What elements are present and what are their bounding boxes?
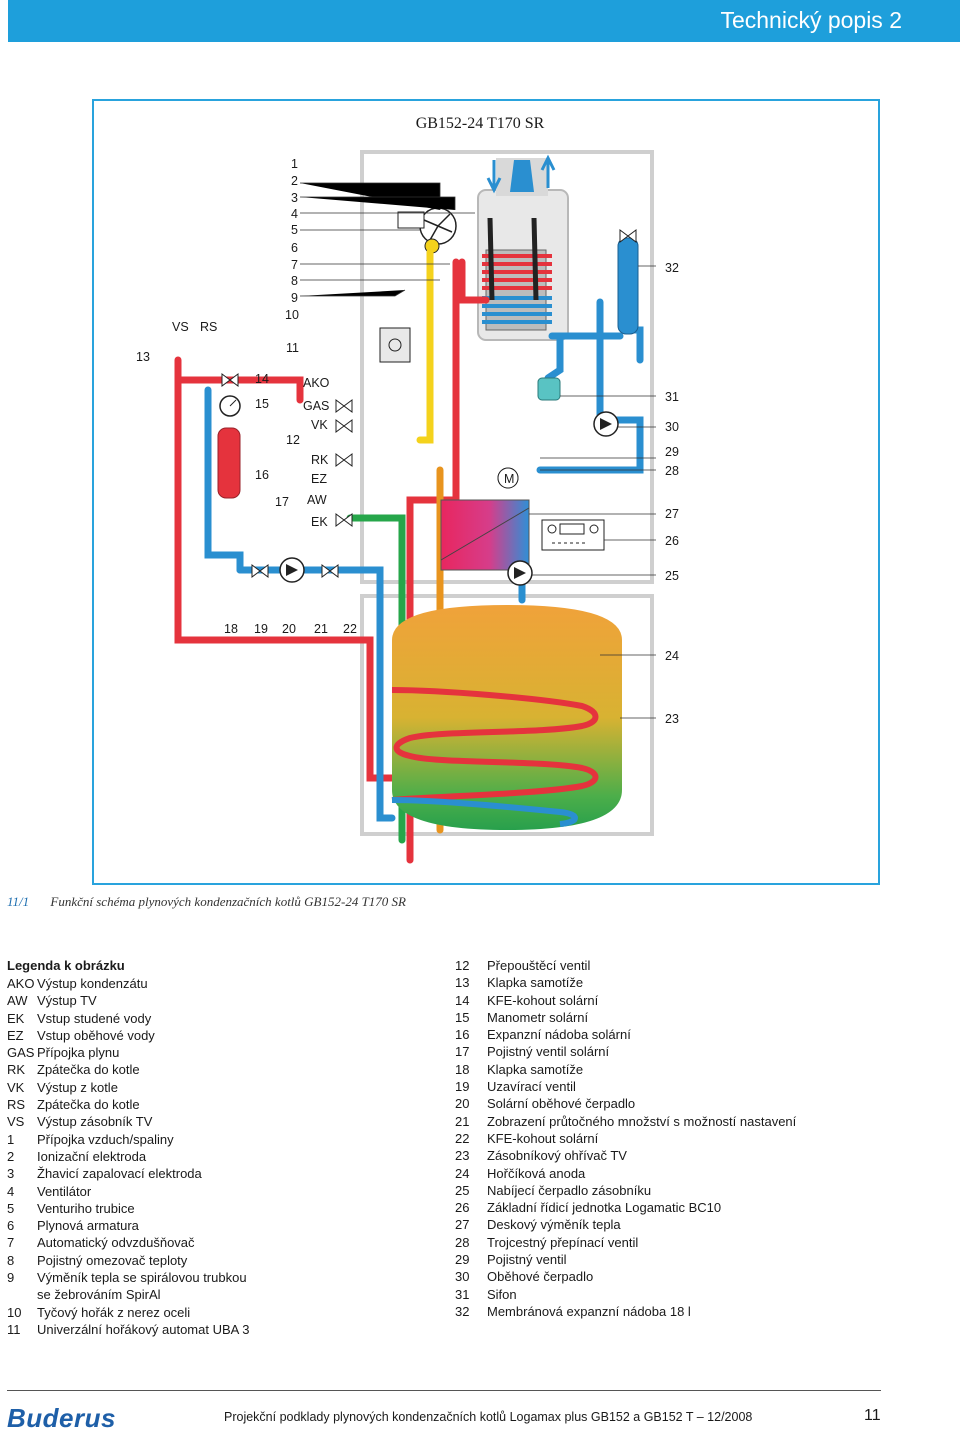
legend-text: Tyčový hořák z nerez oceli [37, 1304, 191, 1320]
footer-divider [7, 1390, 881, 1391]
legend-text: Univerzální hořákový automat UBA 3 [37, 1321, 250, 1337]
legend-text: Pojistný ventil [487, 1252, 567, 1268]
caption-text: Funkční schéma plynových kondenzačních kotlů GB152-24 T170 SR [50, 894, 407, 909]
legend-code: 23 [455, 1148, 470, 1164]
legend-item [455, 957, 875, 974]
legend-item [455, 1095, 875, 1112]
legend-item [7, 1217, 317, 1234]
legend-item [455, 1251, 875, 1268]
legend-code: VS [7, 1114, 25, 1130]
legend-code: EK [7, 1010, 25, 1026]
legend-item [455, 1043, 875, 1060]
label-vs: VS [172, 320, 189, 334]
legend-item [455, 1009, 875, 1026]
legend-code: AKO [7, 976, 35, 991]
legend-item [7, 1010, 317, 1027]
solar-expansion-vessel [218, 428, 240, 498]
footer-text: Projekční podklady plynových kondenzačních kotlů Logamax plus GB152 a GB152 T – 12/2008 [224, 1410, 753, 1424]
legend-code: 5 [7, 1200, 15, 1216]
legend-item [7, 1234, 317, 1251]
legend-text: Ionizační elektroda [37, 1148, 147, 1164]
label-12: 12 [286, 433, 300, 447]
label-20: 20 [282, 622, 296, 636]
legend-right-column [455, 957, 875, 1320]
legend-code: 17 [455, 1044, 470, 1060]
page-number: 11 [864, 1407, 881, 1424]
legend-item [7, 1200, 317, 1217]
legend-text: Přípojka vzduch/spaliny [37, 1131, 174, 1147]
legend-code: 8 [7, 1252, 15, 1268]
legend-text: Automatický odvzdušňovač [37, 1235, 195, 1251]
legend-text: KFE-kohout solární [487, 992, 599, 1008]
legend-text: Základní řídicí jednotka Logamatic BC10 [487, 1200, 722, 1216]
label-14: 14 [255, 372, 269, 386]
legend-item [7, 1044, 317, 1061]
legend-code: GAS [7, 1045, 35, 1061]
legend-text: Zásobníkový ohřívač TV [487, 1148, 627, 1164]
label-4: 4 [291, 207, 298, 221]
legend-code: 32 [455, 1303, 470, 1319]
legend-text: Oběhové čerpadlo [487, 1269, 594, 1285]
legend-text: Žhavicí zapalovací elektroda [37, 1166, 202, 1182]
legend-code: 26 [455, 1200, 470, 1216]
label-vk: VK [311, 418, 328, 432]
legend-text: Manometr solární [487, 1009, 589, 1025]
legend-item [7, 975, 317, 992]
legend-item [7, 1252, 317, 1269]
legend-text: Uzavírací ventil [487, 1079, 576, 1095]
label-16: 16 [255, 468, 269, 482]
legend-code: 28 [455, 1234, 470, 1250]
legend-item [455, 1078, 875, 1095]
legend-item [7, 1183, 317, 1200]
label-aw: AW [307, 493, 327, 507]
legend-text: Ventilátor [37, 1183, 92, 1199]
legend-text: Zpátečka do kotle [37, 1062, 140, 1078]
legend-item [7, 1113, 317, 1130]
legend-item [455, 1026, 875, 1043]
legend-code: 13 [455, 975, 470, 991]
legend-text: Plynová armatura [37, 1218, 139, 1234]
legend-code: 15 [455, 1009, 470, 1025]
legend-code: 22 [455, 1130, 470, 1146]
section-title: Technický popis 2 [720, 7, 902, 33]
label-27: 27 [665, 507, 679, 521]
legend-text: Výstup z kotle [37, 1079, 118, 1095]
label-rk: RK [311, 453, 329, 467]
legend-text: Klapka samotíže [487, 1061, 584, 1077]
siphon [538, 378, 560, 400]
legend-code: 31 [455, 1286, 470, 1302]
plate-heat-exchanger [441, 500, 529, 570]
figure-title: GB152-24 T170 SR [415, 115, 545, 132]
legend-item [455, 1234, 875, 1251]
legend-code: RK [7, 1062, 26, 1078]
legend-code: 20 [455, 1096, 470, 1112]
label-28: 28 [665, 464, 679, 478]
storage-tank [392, 605, 622, 830]
legend-item [7, 1027, 317, 1044]
label-25: 25 [665, 569, 679, 583]
legend-code: VK [7, 1079, 25, 1095]
label-32: 32 [665, 261, 679, 275]
legend-text: Venturiho trubice [37, 1200, 135, 1216]
label-22: 22 [343, 622, 357, 636]
legend-code: AW [7, 993, 28, 1009]
label-1: 1 [291, 157, 298, 171]
legend-item [455, 1147, 875, 1164]
legend-code: 21 [455, 1113, 470, 1129]
legend-item [7, 1321, 317, 1338]
label-6: 6 [291, 241, 298, 255]
legend-code: 16 [455, 1027, 470, 1043]
legend-code: 12 [455, 958, 470, 973]
label-15: 15 [255, 397, 269, 411]
legend-code: 1 [7, 1131, 15, 1147]
label-31: 31 [665, 390, 679, 404]
label-26: 26 [665, 534, 679, 548]
legend-item [455, 1113, 875, 1130]
legend-code: 19 [455, 1079, 470, 1095]
legend-text: Zpátečka do kotle [37, 1097, 140, 1113]
legend-title: Legenda k obrázku [7, 958, 125, 973]
legend-text: Zobrazení průtočného množství s možností nastavení [487, 1113, 797, 1129]
legend-item [7, 1269, 317, 1304]
legend-code: 3 [7, 1166, 15, 1182]
label-ez: EZ [311, 472, 327, 486]
label-9: 9 [291, 291, 298, 305]
legend-code: 18 [455, 1061, 470, 1077]
label-21: 21 [314, 622, 328, 636]
expansion-vessel [618, 238, 638, 334]
legend-item [455, 1165, 875, 1182]
legend-text: Pojistný ventil solární [487, 1044, 610, 1060]
legend-text: KFE-kohout solární [487, 1130, 599, 1146]
label-18: 18 [224, 622, 238, 636]
legend-text: Trojcestný přepínací ventil [487, 1234, 639, 1250]
label-23: 23 [665, 712, 679, 726]
legend-code: RS [7, 1097, 26, 1113]
legend-item [455, 1286, 875, 1303]
legend-text: Pojistný omezovač teploty [37, 1252, 188, 1268]
label-ek: EK [311, 515, 328, 529]
legend-item [7, 1165, 317, 1182]
legend-code: 10 [7, 1304, 22, 1320]
legend-text: Přepouštěcí ventil [487, 958, 591, 973]
legend-item [455, 1061, 875, 1078]
legend-item [455, 1303, 875, 1320]
legend-item [7, 1304, 317, 1321]
legend-text: Solární oběhové čerpadlo [487, 1096, 636, 1112]
legend-code: 9 [7, 1270, 15, 1286]
legend-text: Klapka samotíže [487, 975, 584, 991]
brand-logo: Buderus [7, 1403, 116, 1433]
legend-item [7, 1096, 317, 1113]
control-unit [542, 520, 604, 550]
legend-item [455, 1268, 875, 1285]
legend-code: 4 [7, 1183, 15, 1199]
label-gas: GAS [303, 399, 330, 413]
legend-text: Expanzní nádoba solární [487, 1027, 631, 1043]
legend-item [455, 1199, 875, 1216]
legend-item [455, 992, 875, 1009]
legend-item [7, 1061, 317, 1078]
legend-text: Hořčíková anoda [487, 1165, 586, 1181]
legend-item [7, 992, 317, 1009]
label-3: 3 [291, 191, 298, 205]
legend-code: 11 [7, 1321, 21, 1337]
label-13: 13 [136, 350, 150, 364]
legend-text: Vstup studené vody [37, 1010, 152, 1026]
legend-code: 7 [7, 1235, 15, 1251]
legend-text: Přípojka plynu [37, 1045, 120, 1061]
label-10: 10 [285, 308, 299, 322]
solar-manometer [220, 396, 240, 416]
legend-item [455, 1130, 875, 1147]
label-ako: AKO [303, 376, 330, 390]
label-motor: M [504, 472, 515, 486]
legend-left-column [7, 975, 317, 1338]
legend-code: 24 [455, 1165, 470, 1181]
legend-code: 25 [455, 1182, 470, 1198]
legend-code: 14 [455, 992, 470, 1008]
label-2: 2 [291, 174, 298, 188]
legend-text: Výstup TV [37, 993, 97, 1009]
legend-code: 27 [455, 1217, 470, 1233]
label-19: 19 [254, 622, 268, 636]
legend-code: 6 [7, 1218, 15, 1234]
legend-code: 2 [7, 1148, 15, 1164]
legend-item [455, 974, 875, 991]
legend-item [455, 1182, 875, 1199]
legend-text: Výměník tepla se spirálovou trubkou se žebrováním SpirAl [37, 1270, 247, 1303]
figure-caption [7, 894, 406, 910]
legend-text: Vstup oběhové vody [37, 1027, 155, 1043]
label-5: 5 [291, 223, 298, 237]
legend-text: Membránová expanzní nádoba 18 l [487, 1303, 691, 1319]
label-29: 29 [665, 445, 679, 459]
caption-number: 11/1 [7, 894, 30, 909]
label-11: 11 [286, 341, 299, 355]
legend-text: Sifon [487, 1286, 517, 1302]
legend-text: Výstup kondenzátu [37, 976, 148, 991]
label-17: 17 [275, 495, 289, 509]
legend-text: Deskový výměník tepla [487, 1217, 621, 1233]
label-7: 7 [291, 258, 298, 272]
legend-code: 29 [455, 1252, 470, 1268]
legend-code: 30 [455, 1269, 470, 1285]
legend-item [455, 1216, 875, 1233]
legend-item [7, 1148, 317, 1165]
legend-item [7, 1131, 317, 1148]
legend-code: EZ [7, 1027, 24, 1043]
legend-item [7, 1079, 317, 1096]
label-30: 30 [665, 420, 679, 434]
label-24: 24 [665, 649, 679, 663]
legend-text: Nabíjecí čerpadlo zásobníku [487, 1182, 652, 1198]
burner-automat [380, 328, 410, 362]
legend-text: Výstup zásobník TV [37, 1114, 153, 1130]
fan [398, 208, 456, 253]
label-8: 8 [291, 274, 298, 288]
label-rs: RS [200, 320, 218, 334]
